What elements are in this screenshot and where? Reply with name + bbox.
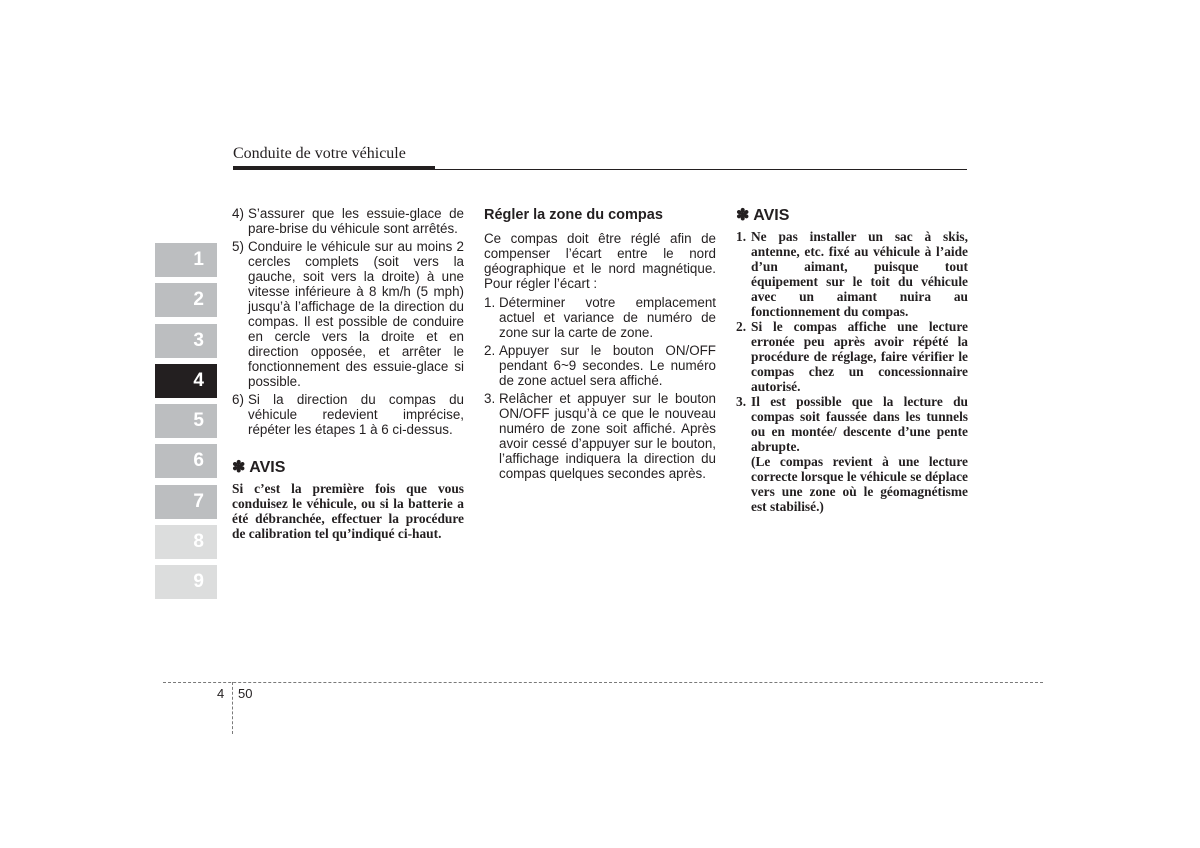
avis-heading: ✽ AVIS xyxy=(232,459,286,476)
page-header-title: Conduite de votre véhicule xyxy=(233,145,406,162)
column-middle xyxy=(484,206,716,484)
chapter-tab-5[interactable]: 5 xyxy=(155,404,217,438)
page-number: 50 xyxy=(238,686,253,701)
avis-list xyxy=(736,229,968,514)
chapter-tab-9[interactable]: 9 xyxy=(155,565,217,599)
list-item-number: 6) xyxy=(232,392,244,407)
column-left xyxy=(232,206,464,541)
list-item xyxy=(484,391,716,481)
list-item-number: 2. xyxy=(736,319,747,334)
list-item-text: Il est possible que la lecture du compas soit faussée dans les tunnels ou en montée/ descente d’une pente abrupte. xyxy=(751,394,968,454)
section-heading: Régler la zone du compas xyxy=(484,207,663,223)
chapter-tab-7[interactable]: 7 xyxy=(155,485,217,519)
list-item xyxy=(484,343,716,388)
list-item-number: 3. xyxy=(736,394,747,409)
header-rule xyxy=(233,169,967,170)
list-item-number: 2. xyxy=(484,343,496,358)
intro-paragraph: Ce compas doit être réglé afin de compenser l’écart entre le nord géographique et le nord magnétique. Pour régler l’écart : xyxy=(484,231,716,291)
list-item xyxy=(736,394,968,454)
list-item-text: Relâcher et appuyer sur le bouton ON/OFF jusqu’à ce que le nouveau numéro de zone soit affiché. Après avoir cessé d’appuyer sur le bouton, l’affichage indiquera la direction du compas quelques secondes après. xyxy=(499,391,716,481)
list-item xyxy=(484,295,716,340)
list-item-number: 5) xyxy=(232,239,244,254)
page-chapter-number: 4 xyxy=(217,686,225,701)
chapter-tab-6[interactable]: 6 xyxy=(155,444,217,478)
list-item-text: Ne pas installer un sac à skis, antenne, etc. fixé au véhicule à l’aide d’un aimant, puisque tout équipement sur le toit du véhicule avec un aimant nuira au fonctionnement du compas. xyxy=(751,229,968,319)
list-item-text: Déterminer votre emplacement actuel et variance de numéro de zone sur la carte de zone. xyxy=(499,295,716,340)
column-right xyxy=(736,206,968,514)
list-item xyxy=(736,229,968,319)
avis-heading: ✽ AVIS xyxy=(736,207,790,224)
list-item-text: Si la direction du compas du véhicule redevient imprécise, répéter les étapes 1 à 6 ci-dessus. xyxy=(248,392,464,437)
chapter-tab-3[interactable]: 3 xyxy=(155,324,217,358)
chapter-tab-1[interactable]: 1 xyxy=(155,243,217,277)
list-item-number: 3. xyxy=(484,391,496,406)
list-item-text: Si le compas affiche une lecture erronée peu après avoir répété la procédure de réglage, faire vérifier le compas chez un concessionnaire autorisé. xyxy=(751,319,968,394)
avis-text: Si c’est la première fois que vous conduisez le véhicule, ou si la batterie a été débranchée, effectuer la procédure de calibration tel qu’indiqué ci-haut. xyxy=(232,481,464,541)
list-item-number: 4) xyxy=(232,206,244,221)
list-item-note xyxy=(736,454,968,514)
list-item-number: 1. xyxy=(484,295,496,310)
list-item xyxy=(232,239,464,389)
footer-divider xyxy=(232,682,233,734)
avis-note: (Le compas revient à une lecture correcte lorsque le véhicule se déplace vers une zone où le géomagnétisme est stabilisé.) xyxy=(751,454,968,514)
list-item-text: Appuyer sur le bouton ON/OFF pendant 6~9 secondes. Le numéro de zone actuel sera affiché. xyxy=(499,343,716,388)
list-item-number: 1. xyxy=(736,229,747,244)
list-item xyxy=(232,206,464,236)
chapter-tab-4[interactable]: 4 xyxy=(155,364,217,398)
list-item xyxy=(736,319,968,394)
list-item-text: Conduire le véhicule sur au moins 2 cercles complets (soit vers la gauche, soit vers la droite) à une vitesse inférieure à 8 km/h (5 mph) jusqu’à l’affichage de la direction du compas. Il est possible de conduire en cercle vers la droite et en direction opposée, et arrêter le fonctionnement des essuie-glace si possible. xyxy=(248,239,464,389)
list-item xyxy=(232,392,464,437)
chapter-tab-2[interactable]: 2 xyxy=(155,283,217,317)
list-item-text: S’assurer que les essuie-glace de pare-brise du véhicule sont arrêtés. xyxy=(248,206,464,236)
chapter-tab-8[interactable]: 8 xyxy=(155,525,217,559)
chapter-tabs xyxy=(155,243,217,606)
footer-rule xyxy=(163,682,1043,683)
